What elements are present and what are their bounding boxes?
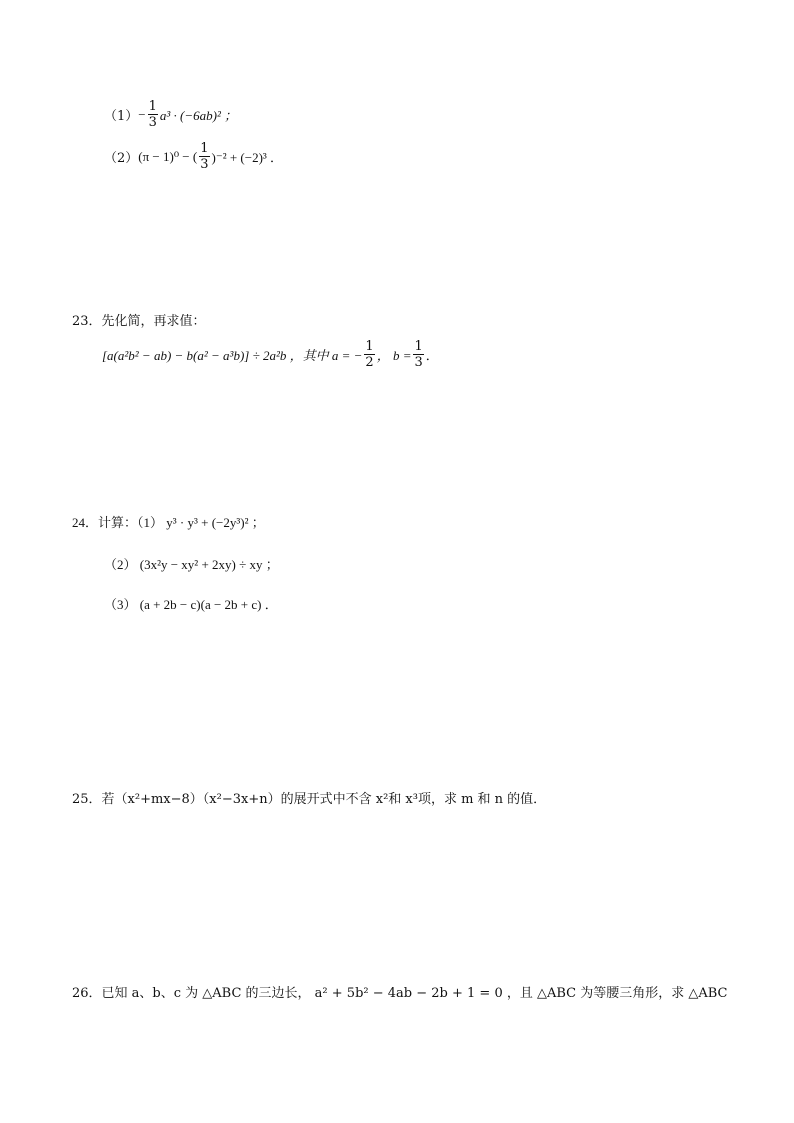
q24-part3-text: （3） (a + 2b − c)(a − 2b + c) ． xyxy=(104,597,278,612)
q22-part2-expr-b: )⁻² + (−2)³ ． xyxy=(211,150,284,165)
q22-part1 xyxy=(104,100,237,129)
q22-part2-fraction xyxy=(199,142,209,171)
q23-title-text: 23．先化简，再求值： xyxy=(72,314,206,329)
q24-part2 xyxy=(104,554,279,573)
q23-b-fraction xyxy=(413,340,423,369)
q22-part2-label: （2） xyxy=(104,151,139,166)
q22-part1-fraction xyxy=(148,100,158,129)
q22-part2-expr-a: (π − 1)⁰ − ( xyxy=(138,148,198,164)
q22-part2-frac-num: 1 xyxy=(200,141,209,156)
q24-title xyxy=(72,512,265,531)
q23-title xyxy=(72,310,206,329)
q23-a-fraction xyxy=(364,340,374,369)
q22-part2-frac-den: 3 xyxy=(200,157,209,172)
q24-part3 xyxy=(104,594,278,613)
q22-part1-expression: a³ · (−6ab)² ； xyxy=(159,108,238,123)
q24-title-text: 24．计算：（1） y³ · y³ + (−2y³)² ； xyxy=(72,515,265,530)
q23-b-num: 1 xyxy=(414,339,423,354)
q25 xyxy=(72,788,546,807)
q23-expr-mid: ， b = xyxy=(376,348,412,363)
q23-expression xyxy=(102,340,439,369)
q22-part1-frac-num: 1 xyxy=(148,99,157,114)
q25-text: 25．若（x²+mx−8）（x²−3x+n）的展开式中不含 x²和 x³项，求 m 和 n 的值． xyxy=(72,792,547,807)
q23-a-num: 1 xyxy=(365,339,374,354)
q22-part1-label: （1） xyxy=(104,109,139,124)
q24-part2-text: （2） (3x²y − xy² + 2xy) ÷ xy ； xyxy=(104,557,279,572)
q23-expr-end: ． xyxy=(425,349,439,364)
q26 xyxy=(72,982,728,1001)
q22-part1-frac-den: 3 xyxy=(148,115,157,130)
q23-a-den: 2 xyxy=(365,355,374,370)
q22-part1-minus: − xyxy=(138,106,146,122)
q26-text: 26．已知 a、b、c 为 △ABC 的三边长， a² + 5b² − 4ab − 2b + 1 = 0 ，且 △ABC 为等腰三角形，求 △ABC xyxy=(72,986,728,1001)
q23-b-den: 3 xyxy=(414,355,423,370)
q23-expr-main: [a(a²b² − ab) − b(a² − a³b)] ÷ 2a²b ，其中 a = − xyxy=(102,348,363,363)
q22-part2 xyxy=(104,142,283,171)
